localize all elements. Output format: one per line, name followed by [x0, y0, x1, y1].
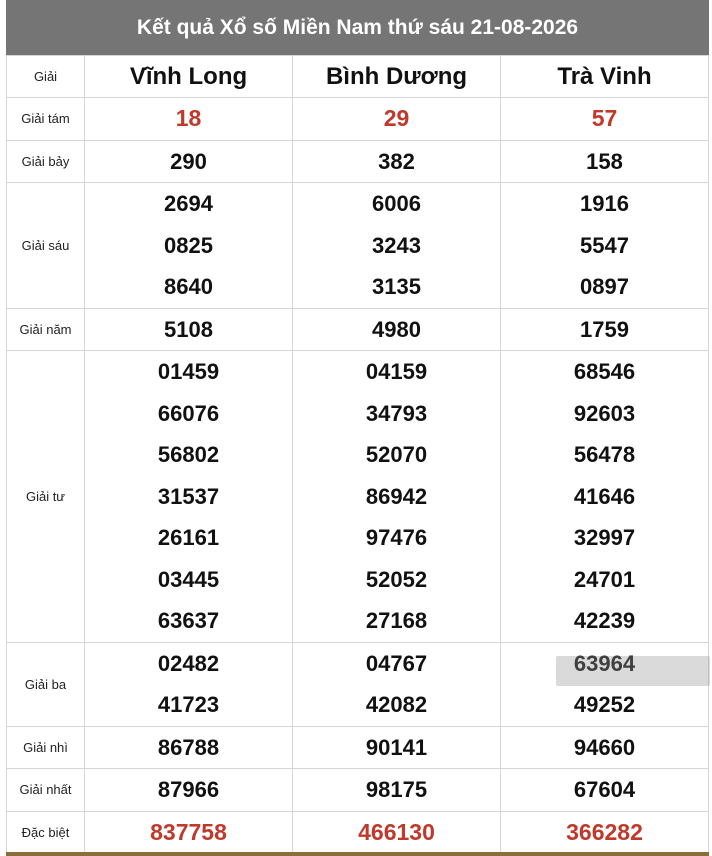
prize-number: 86942	[365, 483, 428, 509]
prize-cell	[85, 98, 293, 141]
prize-number: 52052	[365, 566, 428, 592]
prize-number: 57	[591, 105, 618, 131]
prize-label: Giải ba	[7, 642, 85, 726]
prize-number: 02482	[157, 650, 220, 676]
prize-number: 0897	[580, 274, 629, 299]
prize-number: 29	[383, 105, 410, 131]
prize-number: 8640	[164, 274, 213, 299]
prize-cell	[501, 98, 709, 141]
prize-cell	[501, 811, 709, 854]
prize-number: 68546	[573, 359, 636, 384]
results-title: Kết quả Xổ số Miền Nam thứ sáu 21-08-2026	[6, 0, 709, 55]
results-table	[6, 55, 709, 854]
prize-number: 31537	[157, 483, 220, 509]
prize-number: 382	[378, 148, 415, 174]
prize-label: Giải tám	[7, 98, 85, 141]
header-label: Giải	[7, 56, 85, 98]
prize-number: 366282	[566, 818, 643, 845]
prize-number: 6006	[372, 191, 421, 216]
prize-number: 24701	[573, 566, 636, 592]
prize-label: Đặc biệt	[7, 811, 85, 854]
prize-number: 63964	[573, 650, 636, 676]
prize-label: Giải nhì	[7, 726, 85, 769]
prize-label: Giải bảy	[7, 140, 85, 183]
prize-number: 3135	[372, 274, 421, 299]
prize-number: 97476	[365, 525, 428, 550]
prize-number: 837758	[150, 818, 227, 845]
prize-label: Giải năm	[7, 308, 85, 351]
prize-number: 1759	[580, 316, 629, 342]
prize-cell	[293, 769, 501, 812]
prize-cell	[501, 351, 709, 643]
prize-cell	[85, 308, 293, 351]
results-container	[6, 0, 709, 854]
prize-number: 49252	[573, 692, 636, 717]
prize-number: 52070	[365, 442, 428, 467]
prize-number: 27168	[365, 608, 428, 633]
prize-cell	[85, 726, 293, 769]
prize-cell	[293, 642, 501, 726]
prize-number: 66076	[157, 400, 220, 426]
prize-cell	[293, 98, 501, 141]
prize-number: 34793	[365, 400, 428, 426]
prize-cell	[293, 726, 501, 769]
prize-number: 466130	[358, 818, 435, 845]
province-name: Trà Vinh	[501, 56, 709, 98]
prize-number: 2694	[164, 191, 213, 216]
prize-number: 158	[586, 148, 623, 174]
prize-row	[7, 140, 709, 183]
prize-row	[7, 351, 709, 643]
prize-row	[7, 308, 709, 351]
prize-number: 4980	[372, 316, 421, 342]
prize-number: 90141	[365, 734, 428, 760]
prize-number: 18	[175, 105, 202, 131]
prize-cell	[85, 140, 293, 183]
prize-number: 04159	[365, 359, 428, 384]
prize-cell	[85, 769, 293, 812]
prize-number: 1916	[580, 191, 629, 216]
province-name: Bình Dương	[293, 56, 501, 98]
prize-number: 94660	[573, 734, 636, 760]
prize-label: Giải nhất	[7, 769, 85, 812]
prize-number: 98175	[365, 777, 428, 802]
prize-number: 56802	[157, 442, 220, 467]
prize-number: 04767	[365, 650, 428, 676]
prize-number: 0825	[164, 232, 213, 258]
prize-number: 63637	[157, 608, 220, 633]
prize-label: Giải sáu	[7, 183, 85, 309]
prize-cell	[293, 811, 501, 854]
prize-cell	[293, 140, 501, 183]
prize-cell	[501, 769, 709, 812]
prize-number: 290	[170, 148, 207, 174]
prize-cell	[501, 726, 709, 769]
prize-row	[7, 98, 709, 141]
prize-cell	[501, 308, 709, 351]
prize-number: 5108	[164, 316, 213, 342]
prize-number: 3243	[372, 232, 421, 258]
prize-cell	[85, 642, 293, 726]
prize-row	[7, 183, 709, 309]
prize-number: 67604	[573, 777, 636, 802]
prize-number: 32997	[573, 525, 636, 550]
prize-row	[7, 769, 709, 812]
prize-cell	[293, 183, 501, 309]
prize-number: 41723	[157, 692, 220, 717]
province-name: Vĩnh Long	[85, 56, 293, 98]
prize-number: 42082	[365, 692, 428, 717]
prize-cell	[501, 183, 709, 309]
prize-number: 42239	[573, 608, 636, 633]
prize-number: 92603	[573, 400, 636, 426]
prize-cell	[293, 308, 501, 351]
prize-label: Giải tư	[7, 351, 85, 643]
prize-number: 26161	[157, 525, 220, 550]
prize-number: 87966	[157, 777, 220, 802]
prize-number: 86788	[157, 734, 220, 760]
header-row	[7, 56, 709, 98]
prize-number: 41646	[573, 483, 636, 509]
prize-cell	[85, 351, 293, 643]
bottom-divider	[6, 852, 709, 856]
prize-number: 01459	[157, 359, 220, 384]
prize-cell	[293, 351, 501, 643]
prize-number: 56478	[573, 442, 636, 467]
prize-row	[7, 811, 709, 854]
prize-row	[7, 726, 709, 769]
prize-cell	[85, 183, 293, 309]
watermark-logo	[556, 656, 710, 686]
prize-number: 5547	[580, 232, 629, 258]
prize-cell	[501, 140, 709, 183]
prize-cell	[85, 811, 293, 854]
prize-number: 03445	[157, 566, 220, 592]
